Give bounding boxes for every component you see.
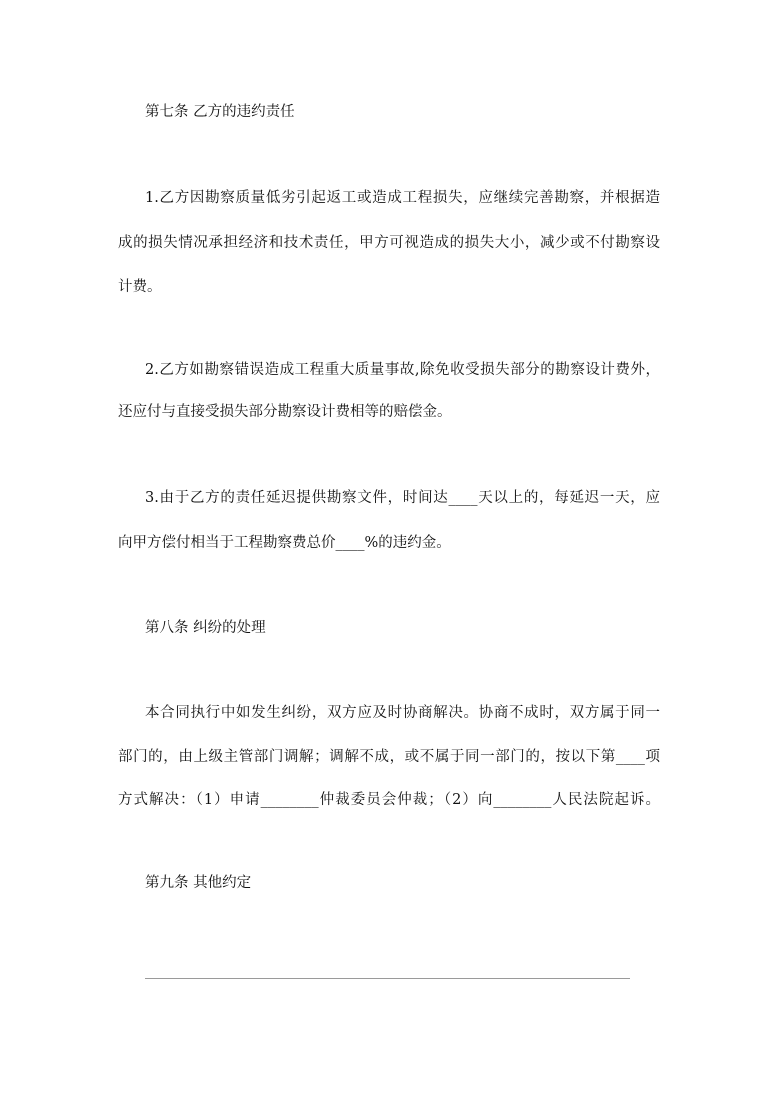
divider-line: [145, 978, 630, 979]
article7-clause1-line: 成的损失情况承担经济和技术责任，甲方可视造成的损失大小，减少或不付勘察设: [118, 235, 660, 251]
article7-clause3-line: 3.由于乙方的责任延迟提供勘察文件，时间达____天以上的，每延迟一天，应: [145, 490, 660, 506]
article7-clause1-line: 计费。: [118, 279, 162, 295]
article7-clause2-line: 2.乙方如勘察错误造成工程重大质量事故,除免收受损失部分的勘察设计费外，: [145, 362, 660, 378]
article8-paragraph-line: 本合同执行中如发生纠纷，双方应及时协商解决。协商不成时，双方属于同一: [145, 705, 660, 721]
article8-paragraph-line: 方式解决：（1）申请________仲裁委员会仲裁；（2）向________人民法院起诉。: [118, 792, 660, 808]
article8-heading: 第八条 纠纷的处理: [145, 620, 266, 636]
article7-clause3-line: 向甲方偿付相当于工程勘察费总价____%的违约金。: [118, 535, 451, 551]
article7-heading: 第七条 乙方的违约责任: [145, 104, 295, 120]
article7-clause1-line: 1.乙方因勘察质量低劣引起返工或造成工程损失，应继续完善勘察，并根据造: [145, 190, 660, 206]
article8-paragraph-line: 部门的，由上级主管部门调解；调解不成，或不属于同一部门的，按以下第____项: [118, 749, 660, 765]
article9-heading: 第九条 其他约定: [145, 875, 252, 891]
article7-clause2-line: 还应付与直接受损失部分勘察设计费相等的赔偿金。: [118, 404, 452, 420]
